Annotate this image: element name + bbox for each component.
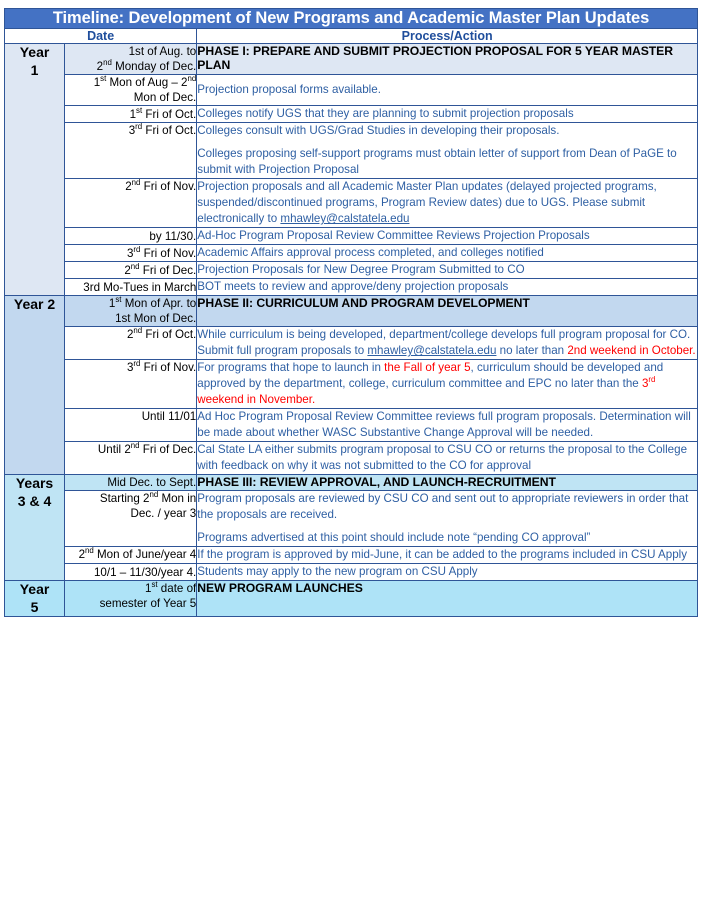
row-action: Program proposals are reviewed by CSU CO and sent out to appropriate reviewers in order that the proposals are received. Programs advertised at this point should include note “pending CO approval” bbox=[197, 491, 698, 547]
row-action: Projection proposal forms available. bbox=[197, 75, 698, 106]
table-row bbox=[5, 75, 698, 106]
row-date: 1st Mon of Aug – 2nd Mon of Dec. bbox=[65, 75, 197, 106]
table-row bbox=[5, 547, 698, 564]
table-row bbox=[5, 106, 698, 123]
table-row bbox=[5, 262, 698, 279]
row-date: 2nd Fri of Oct. bbox=[65, 327, 197, 360]
row-date: 1st Fri of Oct. bbox=[65, 106, 197, 123]
phase2-label: PHASE II: CURRICULUM AND PROGRAM DEVELOPMENT bbox=[197, 296, 698, 327]
phase2-row bbox=[5, 296, 698, 327]
row-date: 3rd Fri of Nov. bbox=[65, 360, 197, 409]
table-row bbox=[5, 442, 698, 475]
row-action: Colleges notify UGS that they are planning to submit projection proposals bbox=[197, 106, 698, 123]
years34-line1: Years bbox=[15, 475, 54, 492]
row-date: 2nd Fri of Nov. bbox=[65, 179, 197, 228]
row-date: 10/1 – 11/30/year 4. bbox=[65, 564, 197, 581]
years34-line2: 3 & 4 bbox=[17, 492, 52, 509]
row-date: 3rd Fri of Nov. bbox=[65, 245, 197, 262]
column-header-date: Date bbox=[5, 29, 197, 44]
phase1-label: PHASE I: PREPARE AND SUBMIT PROJECTION PROPOSAL FOR 5 YEAR MASTER PLAN bbox=[197, 44, 698, 75]
row-date: Until 11/01 bbox=[65, 409, 197, 442]
page-title: Timeline: Development of New Programs and Academic Master Plan Updates bbox=[52, 9, 650, 27]
year5-line2: 5 bbox=[30, 598, 39, 615]
row-action: Ad Hoc Program Proposal Review Committee reviews full program proposals. Determination will be made about whether WASC Substantive Change Approval will be needed. bbox=[197, 409, 698, 442]
timeline-table bbox=[4, 8, 698, 617]
year-label-year2 bbox=[5, 296, 65, 475]
phase1-date: 1st of Aug. to 2nd Monday of Dec. bbox=[65, 44, 197, 75]
phase5-row bbox=[5, 581, 698, 617]
column-header-process: Process/Action bbox=[197, 29, 698, 44]
year-label-year1 bbox=[5, 44, 65, 296]
phase3-date: Mid Dec. to Sept. bbox=[65, 475, 197, 491]
table-row bbox=[5, 327, 698, 360]
row-action: Ad-Hoc Program Proposal Review Committee Reviews Projection Proposals bbox=[197, 228, 698, 245]
table-row bbox=[5, 360, 698, 409]
row-date: Starting 2nd Mon in Dec. / year 3 bbox=[65, 491, 197, 547]
title-row bbox=[5, 9, 698, 29]
table-row bbox=[5, 279, 698, 296]
year2-line1: Year 2 bbox=[13, 296, 56, 313]
year1-line2: 1 bbox=[30, 61, 39, 78]
phase1-row bbox=[5, 44, 698, 75]
row-date: 3rd Fri of Oct. bbox=[65, 123, 197, 179]
table-row bbox=[5, 409, 698, 442]
table-row bbox=[5, 179, 698, 228]
row-action: Academic Affairs approval process completed, and colleges notified bbox=[197, 245, 698, 262]
row-action: While curriculum is being developed, department/college develops full program proposal for CO. Submit full program proposals to mhawley@calstatela.edu no later than 2nd weekend in October. bbox=[197, 327, 698, 360]
year1-line1: Year bbox=[19, 44, 50, 60]
phase3-row bbox=[5, 475, 698, 491]
table-row bbox=[5, 491, 698, 547]
row-date: Until 2nd Fri of Dec. bbox=[65, 442, 197, 475]
column-header-row bbox=[5, 29, 698, 44]
row-action: Students may apply to the new program on CSU Apply bbox=[197, 564, 698, 581]
row-date: 3rd Mo-Tues in March bbox=[65, 279, 197, 296]
row-date: by 11/30. bbox=[65, 228, 197, 245]
row-action: If the program is approved by mid-June, it can be added to the programs included in CSU Apply bbox=[197, 547, 698, 564]
row-action: Cal State LA either submits program proposal to CSU CO or returns the proposal to the College with feedback on why it was not submitted to the CO for approval bbox=[197, 442, 698, 475]
row-date: 2nd Fri of Dec. bbox=[65, 262, 197, 279]
table-row bbox=[5, 123, 698, 179]
row-date: 2nd Mon of June/year 4 bbox=[65, 547, 197, 564]
title-cell bbox=[5, 9, 698, 29]
row-action: Projection proposals and all Academic Master Plan updates (delayed projected programs, suspended/discontinued programs, Program Review dates) due to UGS. Please submit electronically to mhawley@calstatela.edu bbox=[197, 179, 698, 228]
table-row bbox=[5, 564, 698, 581]
row-action: Projection Proposals for New Degree Program Submitted to CO bbox=[197, 262, 698, 279]
phase5-date: 1st date of semester of Year 5 bbox=[65, 581, 197, 617]
year-label-year5 bbox=[5, 581, 65, 617]
row-action: BOT meets to review and approve/deny projection proposals bbox=[197, 279, 698, 296]
table-row bbox=[5, 245, 698, 262]
row-action: For programs that hope to launch in the Fall of year 5, curriculum should be developed and approved by the department, college, curriculum committee and EPC no later than the 3rd weekend in November. bbox=[197, 360, 698, 409]
phase3-label: PHASE III: REVIEW APPROVAL, AND LAUNCH-RECRUITMENT bbox=[197, 475, 698, 491]
year5-line1: Year bbox=[19, 581, 50, 598]
row-action: Colleges consult with UGS/Grad Studies in developing their proposals. Colleges proposing self-support programs must obtain letter of support from Dean of PaGE to submit with Projection Proposal bbox=[197, 123, 698, 179]
phase5-label: NEW PROGRAM LAUNCHES bbox=[197, 581, 698, 617]
table-row bbox=[5, 228, 698, 245]
phase2-date: 1st Mon of Apr. to 1st Mon of Dec. bbox=[65, 296, 197, 327]
year-label-years34 bbox=[5, 475, 65, 581]
